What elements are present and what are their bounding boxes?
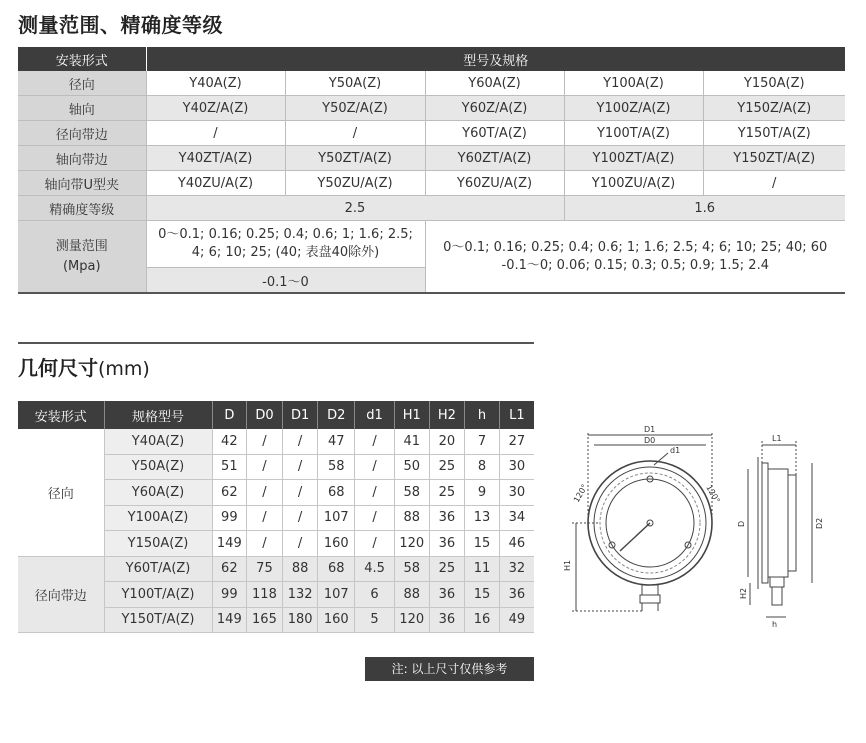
col-header: h: [465, 401, 500, 429]
table-cell: Y60T/A(Z): [425, 121, 564, 146]
row-label: 轴向: [18, 96, 146, 121]
dim-label: D: [737, 520, 746, 527]
range-unit: (Mpa): [62, 258, 101, 274]
col-header: 规格型号: [104, 401, 212, 429]
dimension-cell: 62: [212, 556, 247, 582]
table-row: [18, 96, 845, 121]
dimension-cell: 88: [282, 556, 318, 582]
dimension-cell: /: [355, 480, 395, 506]
model-cell: Y60T/A(Z): [104, 556, 212, 582]
dimension-cell: 88: [394, 582, 429, 608]
dimension-cell: 36: [429, 607, 465, 633]
table-cell: Y100T/A(Z): [564, 121, 703, 146]
dimension-cell: /: [247, 454, 283, 480]
row-label: 轴向带边: [18, 146, 146, 171]
dimension-cell: 15: [465, 531, 500, 557]
table-cell: Y40ZU/A(Z): [146, 171, 285, 196]
section-title-range: 测量范围、精确度等级: [18, 13, 223, 37]
table-row: [18, 196, 845, 221]
dim-label: H2: [739, 587, 748, 599]
dimension-cell: 9: [465, 480, 500, 506]
dimension-cell: /: [282, 454, 318, 480]
dimension-cell: /: [355, 429, 395, 454]
dimension-cell: 107: [318, 582, 355, 608]
dimension-cell: 120: [394, 607, 429, 633]
accuracy-value: 2.5: [146, 196, 564, 221]
dimension-cell: 25: [429, 480, 465, 506]
section-title-dimensions: [18, 352, 150, 381]
model-cell: Y100T/A(Z): [104, 582, 212, 608]
table-cell: Y50Z/A(Z): [285, 96, 425, 121]
col-header: H1: [394, 401, 429, 429]
dimension-cell: 30: [499, 480, 534, 506]
model-cell: Y150A(Z): [104, 531, 212, 557]
table-cell: Y40Z/A(Z): [146, 96, 285, 121]
model-cell: Y40A(Z): [104, 429, 212, 454]
col-header: D: [212, 401, 247, 429]
dimension-cell: 4.5: [355, 556, 395, 582]
dimension-cell: /: [355, 505, 395, 531]
table-cell: Y40ZT/A(Z): [146, 146, 285, 171]
dimension-cell: /: [247, 531, 283, 557]
dimension-cell: 49: [499, 607, 534, 633]
dimension-cell: 68: [318, 556, 355, 582]
dimension-cell: 13: [465, 505, 500, 531]
title-unit: (mm): [98, 358, 150, 380]
dimension-cell: /: [282, 531, 318, 557]
dimension-cell: 5: [355, 607, 395, 633]
dimension-cell: 58: [318, 454, 355, 480]
range-line: -0.1～0; 0.06; 0.15; 0.3; 0.5; 0.9; 1.5; 2.4: [501, 257, 769, 273]
range-left: [146, 221, 425, 268]
dimension-cell: 20: [429, 429, 465, 454]
table-cell: Y150Z/A(Z): [703, 96, 845, 121]
table-cell: Y60ZT/A(Z): [425, 146, 564, 171]
title-text: 几何尺寸: [18, 356, 98, 380]
range-line: 4; 6; 10; 25; (40; 表盘40除外): [191, 245, 380, 260]
dimension-cell: /: [355, 454, 395, 480]
range-line: 0～0.1; 0.16; 0.25; 0.4; 0.6; 1; 1.6; 2.5;: [158, 227, 413, 242]
dim-label: D0: [644, 436, 656, 445]
table-cell: /: [703, 171, 845, 196]
dim-label: D1: [644, 425, 656, 434]
dimension-cell: 120: [394, 531, 429, 557]
dimension-cell: 58: [394, 480, 429, 506]
dimension-cell: 47: [318, 429, 355, 454]
dim-label: L1: [772, 434, 782, 443]
table-cell: Y60ZU/A(Z): [425, 171, 564, 196]
table-row: [18, 71, 845, 96]
dimension-cell: 25: [429, 454, 465, 480]
dimension-cell: /: [355, 531, 395, 557]
gauge-dimension-drawing: [540, 405, 860, 645]
header-install-type: 安装形式: [18, 47, 146, 71]
table-cell: Y100A(Z): [564, 71, 703, 96]
model-cell: Y50A(Z): [104, 454, 212, 480]
model-cell: Y100A(Z): [104, 505, 212, 531]
dimension-cell: 41: [394, 429, 429, 454]
table-cell: Y60A(Z): [425, 71, 564, 96]
dimension-cell: 149: [212, 607, 247, 633]
dimension-cell: 36: [429, 531, 465, 557]
dimension-cell: 62: [212, 480, 247, 506]
row-label: [18, 221, 146, 294]
col-header: H2: [429, 401, 465, 429]
dimension-cell: 36: [429, 505, 465, 531]
dimension-cell: 25: [429, 556, 465, 582]
col-header: L1: [499, 401, 534, 429]
accuracy-value: 1.6: [564, 196, 845, 221]
dim-label: H1: [563, 559, 572, 571]
dimension-cell: 36: [499, 582, 534, 608]
dimension-cell: 180: [282, 607, 318, 633]
dimension-cell: 34: [499, 505, 534, 531]
dimension-cell: 132: [282, 582, 318, 608]
dimension-cell: /: [247, 480, 283, 506]
table-cell: Y50ZU/A(Z): [285, 171, 425, 196]
dimension-cell: 11: [465, 556, 500, 582]
col-header: d1: [355, 401, 395, 429]
row-label: 径向: [18, 71, 146, 96]
table-cell: Y150T/A(Z): [703, 121, 845, 146]
model-cell: Y150T/A(Z): [104, 607, 212, 633]
dim-label: 120°: [571, 482, 590, 504]
dimension-cell: 118: [247, 582, 283, 608]
dimension-cell: 107: [318, 505, 355, 531]
dimension-cell: 165: [247, 607, 283, 633]
install-type-cell: 径向: [18, 429, 104, 556]
dimension-cell: /: [282, 505, 318, 531]
table-cell: Y100Z/A(Z): [564, 96, 703, 121]
dim-label: h: [772, 620, 778, 629]
table-row: [18, 221, 845, 268]
table-row: [18, 146, 845, 171]
col-header: 安装形式: [18, 401, 104, 429]
row-label: 精确度等级: [18, 196, 146, 221]
dimension-cell: 16: [465, 607, 500, 633]
range-line: 0～0.1; 0.16; 0.25; 0.4; 0.6; 1; 1.6; 2.5; 4; 6; 10; 25; 40; 60: [443, 239, 828, 255]
dimension-cell: 42: [212, 429, 247, 454]
dimension-cell: /: [247, 505, 283, 531]
dimension-cell: 75: [247, 556, 283, 582]
col-header: D0: [247, 401, 283, 429]
dimension-cell: 50: [394, 454, 429, 480]
range-right: [425, 221, 845, 294]
row-label: 轴向带U型夹: [18, 171, 146, 196]
dimension-cell: 7: [465, 429, 500, 454]
dimension-cell: 51: [212, 454, 247, 480]
range-label: 测量范围: [55, 238, 108, 254]
table-cell: Y150ZT/A(Z): [703, 146, 845, 171]
dimension-cell: 46: [499, 531, 534, 557]
dim-label: d1: [670, 446, 681, 455]
install-type-cell: 径向带边: [18, 556, 104, 633]
dimension-cell: 27: [499, 429, 534, 454]
dimensions-table: [18, 401, 534, 633]
table-cell: Y100ZT/A(Z): [564, 146, 703, 171]
header-models: 型号及规格: [146, 47, 845, 71]
dimension-cell: 68: [318, 480, 355, 506]
dimension-cell: 8: [465, 454, 500, 480]
dimension-cell: /: [282, 480, 318, 506]
table-row: [18, 429, 534, 454]
col-header: D1: [282, 401, 318, 429]
table-row: [18, 556, 534, 582]
table-row: [18, 121, 845, 146]
dimension-cell: /: [282, 429, 318, 454]
note-banner: 注: 以上尺寸仅供参考: [365, 657, 534, 681]
dimension-cell: 58: [394, 556, 429, 582]
dimension-cell: 149: [212, 531, 247, 557]
dimension-cell: 30: [499, 454, 534, 480]
divider: [18, 342, 534, 344]
table-cell: Y50ZT/A(Z): [285, 146, 425, 171]
dimension-cell: 88: [394, 505, 429, 531]
table-cell: Y100ZU/A(Z): [564, 171, 703, 196]
dimension-cell: 160: [318, 531, 355, 557]
range-vacuum: -0.1～0: [146, 268, 425, 294]
dimension-cell: 36: [429, 582, 465, 608]
table-cell: /: [285, 121, 425, 146]
dim-label: 120°: [704, 483, 722, 505]
dim-label: D2: [815, 517, 824, 529]
dimension-cell: /: [247, 429, 283, 454]
range-accuracy-table: [18, 47, 845, 294]
table-cell: Y150A(Z): [703, 71, 845, 96]
dimension-cell: 15: [465, 582, 500, 608]
col-header: D2: [318, 401, 355, 429]
row-label: 径向带边: [18, 121, 146, 146]
table-cell: Y40A(Z): [146, 71, 285, 96]
dimension-cell: 6: [355, 582, 395, 608]
dimension-cell: 99: [212, 582, 247, 608]
dimension-cell: 160: [318, 607, 355, 633]
dimension-cell: 32: [499, 556, 534, 582]
table-row: [18, 171, 845, 196]
table-cell: Y60Z/A(Z): [425, 96, 564, 121]
table-cell: /: [146, 121, 285, 146]
table-cell: Y50A(Z): [285, 71, 425, 96]
model-cell: Y60A(Z): [104, 480, 212, 506]
dimension-cell: 99: [212, 505, 247, 531]
